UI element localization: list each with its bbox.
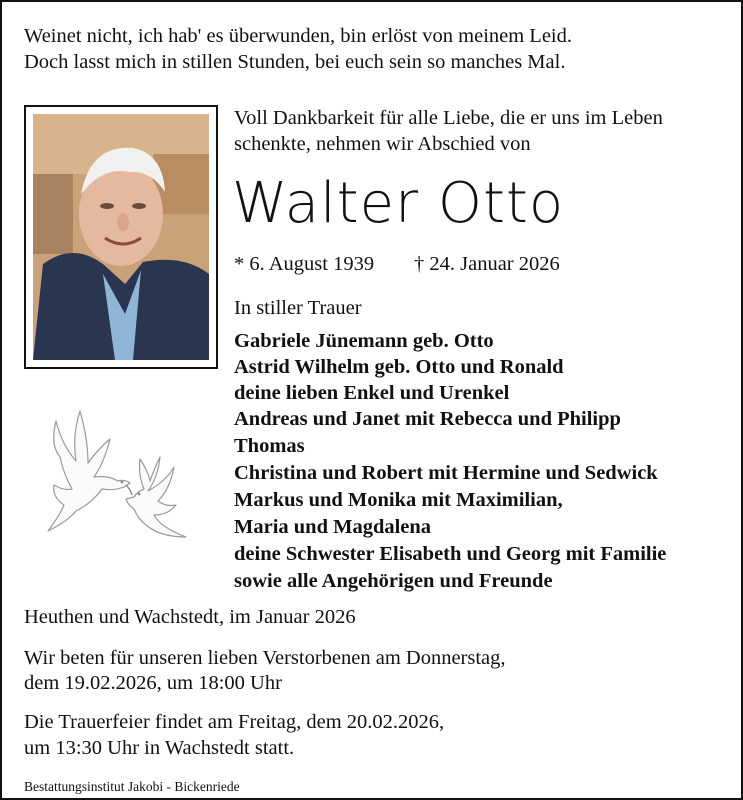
mourner-line: deine Schwester Elisabeth und Georg mit Familie	[234, 543, 667, 565]
doves-icon	[42, 405, 194, 547]
mourner-line: Gabriele Jünemann geb. Otto	[234, 330, 494, 352]
prayer-line-1: Wir beten für unseren lieben Verstorbenen am Donnerstag,	[24, 647, 506, 669]
portrait-photo	[24, 105, 218, 369]
funeral-home: Bestattungsinstitut Jakobi - Bickenriede	[24, 779, 240, 794]
mourning-heading: In stiller Trauer	[234, 297, 362, 319]
mourner-line: Astrid Wilhelm geb. Otto und Ronald	[234, 356, 564, 378]
portrait-image	[33, 114, 209, 360]
intro-line-1: Voll Dankbarkeit für alle Liebe, die er uns im Leben	[234, 107, 663, 129]
place-date: Heuthen und Wachstedt, im Januar 2026	[24, 606, 356, 628]
birth-date: * 6. August 1939	[234, 253, 375, 275]
prayer-line-2: dem 19.02.2026, um 18:00 Uhr	[24, 672, 282, 694]
intro-line-2: schenkte, nehmen wir Abschied von	[234, 133, 531, 155]
death-date: † 24. Januar 2026	[414, 253, 560, 275]
deceased-name: Walter Otto	[232, 171, 565, 236]
poem-line-2: Doch lasst mich in stillen Stunden, bei euch sein so manches Mal.	[24, 51, 566, 73]
mourner-line: Markus und Monika mit Maximilian,	[234, 489, 563, 511]
mourner-line: Andreas und Janet mit Rebecca und Philipp	[234, 408, 621, 430]
mourner-line: Maria und Magdalena	[234, 516, 432, 538]
mourner-line: Christina und Robert mit Hermine und Sedwick	[234, 462, 658, 484]
mourner-line: deine lieben Enkel und Urenkel	[234, 382, 510, 404]
funeral-line-1: Die Trauerfeier findet am Freitag, dem 20.02.2026,	[24, 711, 445, 733]
mourner-line: Thomas	[234, 435, 305, 457]
poem-line-1: Weinet nicht, ich hab' es überwunden, bin erlöst von meinem Leid.	[24, 25, 572, 47]
mourner-line: sowie alle Angehörigen und Freunde	[234, 570, 553, 592]
funeral-line-2: um 13:30 Uhr in Wachstedt statt.	[24, 737, 295, 759]
